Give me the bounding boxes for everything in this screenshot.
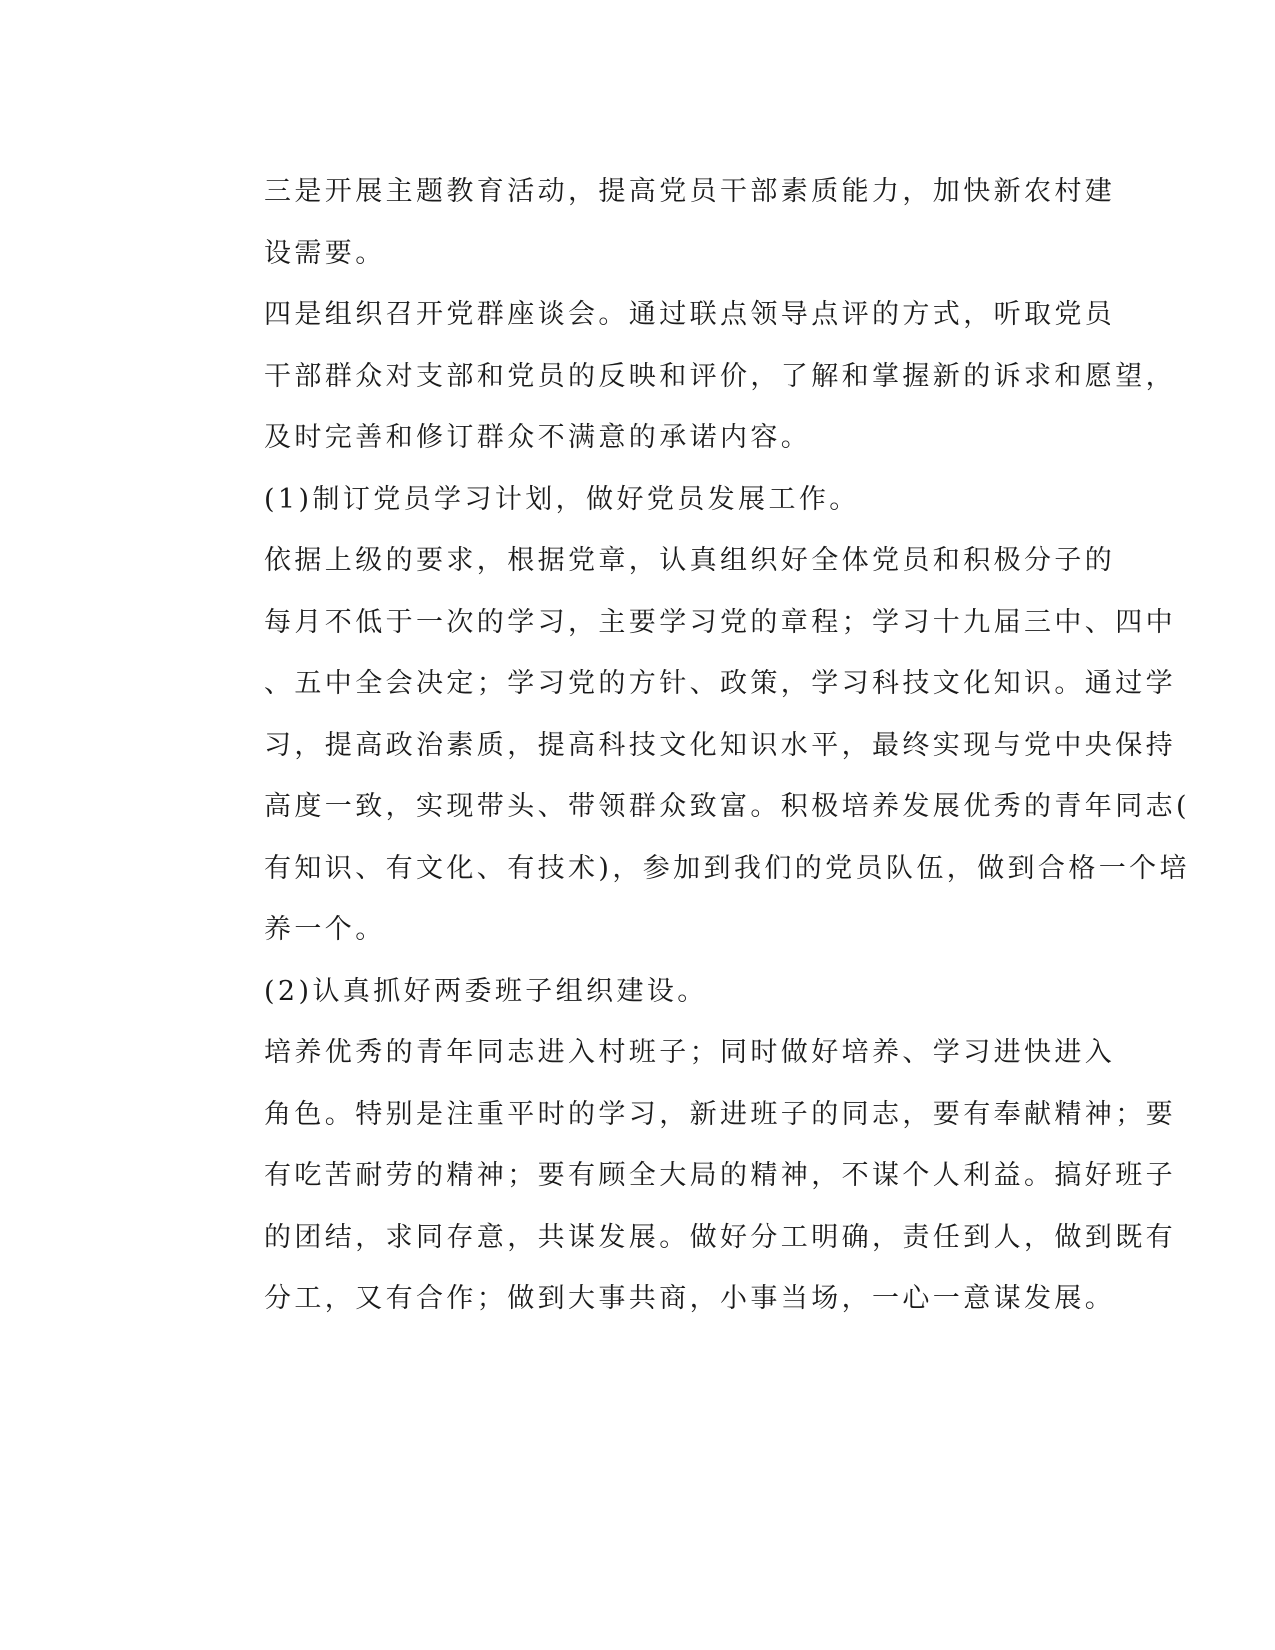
text-line: 、五中全会决定；学习党的方针、政策，学习科技文化知识。通过学 bbox=[264, 668, 1176, 699]
text-line: 有知识、有文化、有技术)，参加到我们的党员队伍，做到合格一个培 bbox=[264, 852, 1190, 884]
text-line: 三是开展主题教育活动，提高党员干部素质能力，加快新农村建 bbox=[264, 176, 1116, 207]
text-line: 有吃苦耐劳的精神；要有顾全大局的精神，不谋个人利益。搞好班子 bbox=[264, 1160, 1176, 1191]
text-line: 高度一致，实现带头、带领群众致富。积极培养发展优秀的青年同志( bbox=[264, 791, 1190, 822]
text-line: (2)认真抓好两委班子组织建设。 bbox=[264, 975, 708, 1007]
text-line: 培养优秀的青年同志进入村班子；同时做好培养、学习进快进入 bbox=[264, 1037, 1116, 1068]
paragraph-theme-education bbox=[190, 161, 1116, 284]
text-line: 及时完善和修订群众不满意的承诺内容。 bbox=[264, 422, 812, 453]
document-body bbox=[190, 161, 1190, 1330]
paragraph-study-plan bbox=[190, 530, 1190, 961]
text-line: 养一个。 bbox=[264, 914, 386, 945]
text-line: 角色。特别是注重平时的学习，新进班子的同志，要有奉献精神；要 bbox=[264, 1098, 1176, 1130]
text-line: 习，提高政治素质，提高科技文化知识水平，最终实现与党中央保持 bbox=[264, 729, 1176, 761]
paragraph-forum bbox=[190, 284, 1176, 469]
text-line: 四是组织召开党群座谈会。通过联点领导点评的方式，听取党员 bbox=[264, 299, 1116, 330]
text-line: 的团结，求同存意，共谋发展。做好分工明确，责任到人，做到既有 bbox=[264, 1221, 1176, 1253]
text-line: 设需要。 bbox=[264, 237, 386, 269]
text-line: 依据上级的要求，根据党章，认真组织好全体党员和积极分子的 bbox=[264, 545, 1116, 576]
text-line: (1)制订党员学习计划，做好党员发展工作。 bbox=[264, 483, 860, 515]
paragraph-committee-building bbox=[190, 1022, 1176, 1330]
text-line: 干部群众对支部和党员的反映和评价，了解和掌握新的诉求和愿望， bbox=[264, 360, 1176, 392]
text-line: 分工，又有合作；做到大事共商，小事当场，一心一意谋发展。 bbox=[264, 1283, 1116, 1314]
heading-committee-building bbox=[190, 961, 1085, 1023]
text-line: 每月不低于一次的学习，主要学习党的章程；学习十九届三中、四中 bbox=[264, 606, 1176, 638]
heading-study-plan bbox=[190, 469, 1085, 531]
